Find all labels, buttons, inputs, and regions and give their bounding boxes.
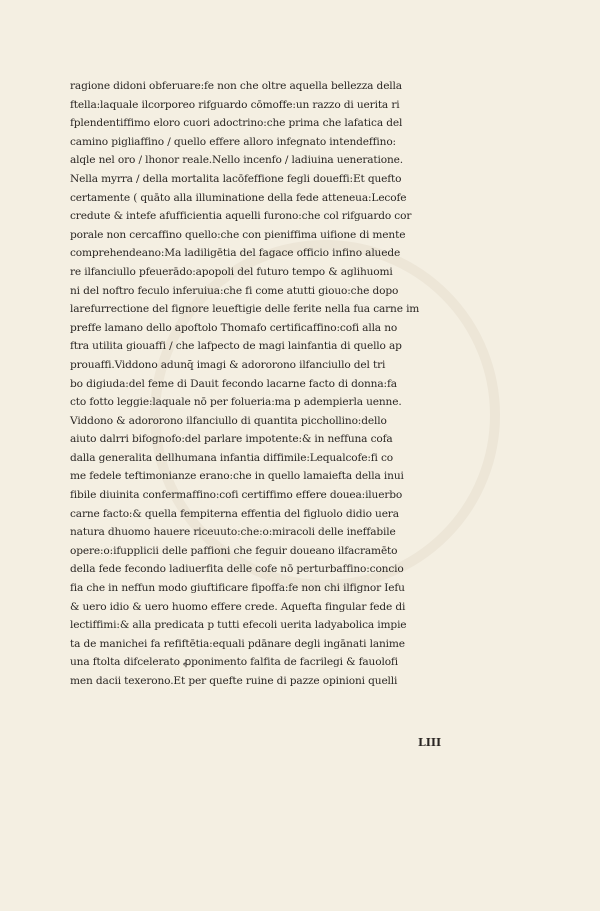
- text-line: una ftolta difcelerato ꝓponimento falfita de facrilegi & fauolofi: [70, 656, 398, 669]
- text-line: opere:o:ifupplicii delle paffioni che feguir doueano ilfacramēto: [70, 544, 398, 557]
- text-line: me fedele teftimonianze erano:che in quello lamaiefta della inui: [70, 470, 404, 483]
- text-line: camino pigliaffino / quello effere alloro infegnato intendeffino:: [70, 135, 396, 148]
- page-number: LIII: [418, 736, 442, 749]
- text-line: larefurrectione del fignore leueftigie delle ferite nella fua carne im: [70, 303, 420, 316]
- text-line: prouaffi.Viddono adunq̄ imagi & adororono ilfanciullo del tri: [70, 358, 386, 371]
- text-line: della fede fecondo ladiuerfita delle cofe nō perturbaffino:concio: [70, 563, 404, 576]
- text-line: ta de manichei fa refiftētia:equali pdānare degli ingānati lanime: [70, 637, 405, 650]
- text-line: lectiffimi:& alla predicata p tutti efecoli uerita ladyabolica impie: [70, 619, 407, 632]
- text-line: alqle nel oro / lhonor reale.Nello incenfo / ladiuina ueneratione.: [70, 154, 404, 167]
- text-line: & uero idio & uero huomo effere crede. Aquefta fingular fede di: [70, 600, 406, 613]
- text-line: comprehendeano:Ma ladiligētia del fagace officio infino aluede: [70, 247, 401, 260]
- text-line: Nella myrra / della mortalita lacōfeffione fegli doueffi:Et quefto: [70, 172, 402, 185]
- text-line: cto fotto leggie:laquale nō per folueria:ma p adempierla uenne.: [70, 396, 402, 409]
- text-line: natura dhuomo hauere riceuuto:che:o:miracoli delle ineffabile: [70, 526, 396, 539]
- text-line: certamente ( quāto alla illuminatione della fede atteneua:Lecofe: [70, 191, 407, 204]
- text-line: Viddono & adororono ilfanciullo di quantita picchollino:dello: [70, 414, 387, 427]
- text-line: fplendentiffimo eloro cuori adoctrino:che prima che lafatica del: [70, 117, 403, 130]
- text-line: fibile diuinita confermaffino:cofi certiffimo effere douea:iluerbo: [70, 489, 403, 502]
- text-line: men dacii texerono.Et per quefte ruine di pazze opinioni quelli: [70, 675, 398, 687]
- text-line: ftella:laquale ilcorporeo rifguardo cōmoffe:un razzo di uerita ri: [70, 98, 400, 111]
- text-line: ni del noftro feculo inferuiua:che fi come atutti giouo:che dopo: [70, 284, 399, 297]
- text-line: ftra utilita giouaffi / che lafpecto de magi lainfantia di quello ap: [70, 340, 402, 353]
- text-line: porale non cercaffino quello:che con pieniffima uifione di mente: [70, 228, 406, 241]
- text-line: fia che in neffun modo giuftificare fipoffa:fe non chi ilfignor Iefu: [70, 582, 405, 595]
- text-line: bo digiuda:del feme di Dauit fecondo lacarne facto di donna:fa: [70, 377, 397, 390]
- body-text: [70, 77, 470, 691]
- text-line: ragione didoni obferuare:fe non che oltre aquella bellezza della: [70, 80, 402, 92]
- text-line: aiuto dalrri bifognofo:del parlare impotente:& in neffuna cofa: [70, 433, 393, 446]
- text-line: carne facto:& quella fempiterna effentia del figluolo didio uera: [70, 507, 399, 520]
- text-line: re ilfanciullo pfeuerādo:apopoli del futuro tempo & aglihuomi: [70, 265, 393, 278]
- text-line: credute & intefe afufficientia aquelli furono:che col rifguardo cor: [70, 210, 412, 223]
- text-line: dalla generalita dellhumana infantia diffimile:Lequalcofe:fi co: [70, 451, 394, 464]
- text-line: preffe lamano dello apoftolo Thomafo certificaffino:cofi alla no: [70, 321, 398, 334]
